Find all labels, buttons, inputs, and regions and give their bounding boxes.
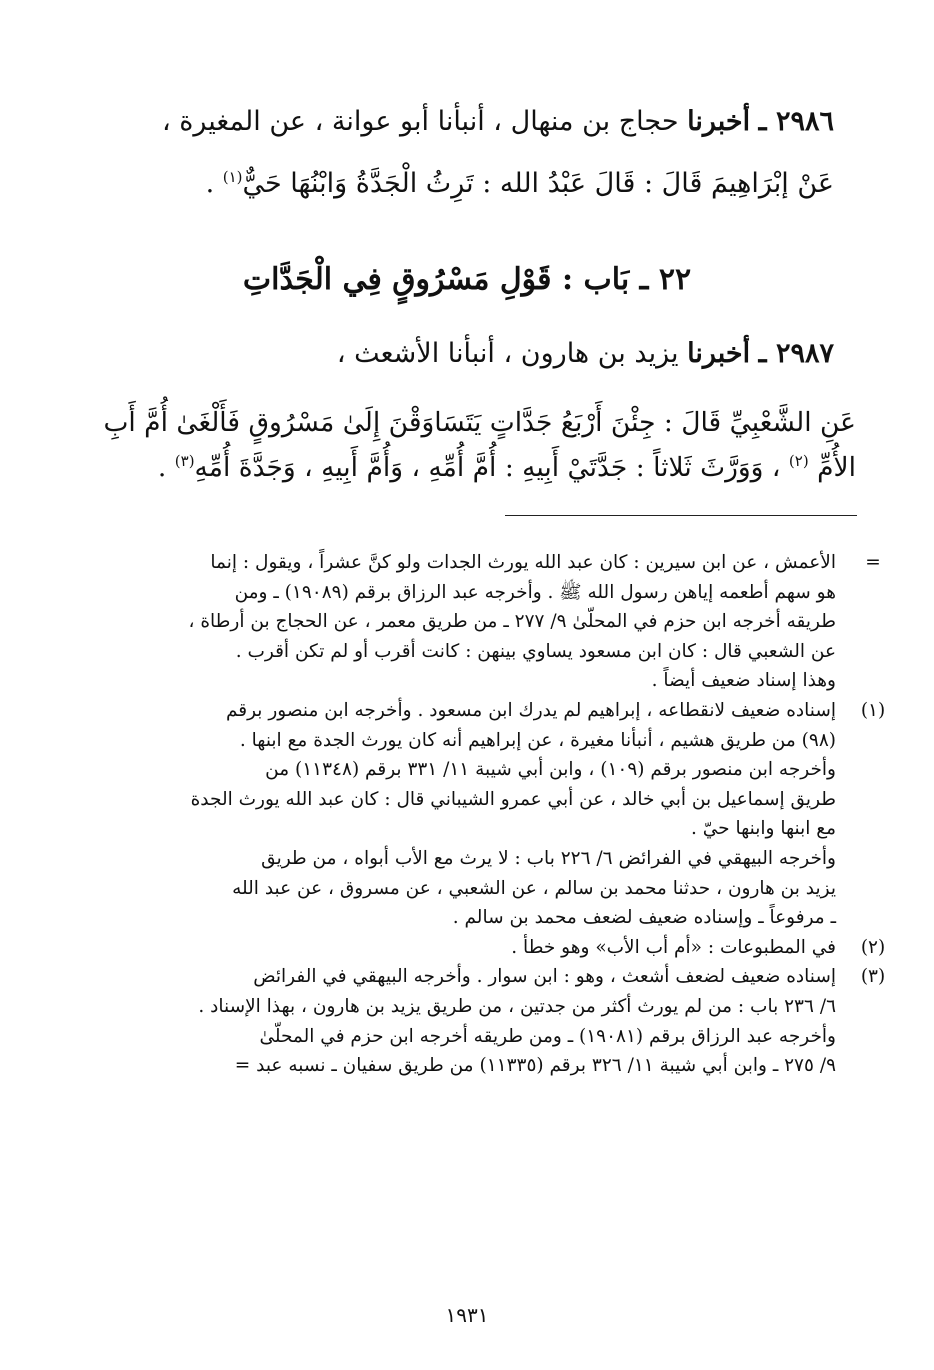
footnote-ref-3: (٣) [174, 452, 195, 471]
footnote-line: ٦/ ٢٣٦ باب : من لم يورث أكثر من جدتين ، من طريق يزيد بن هارون ، بهذا الإسناد . [198, 995, 836, 1017]
line-end-period: . [157, 452, 175, 483]
hadith-isnad-text: يزيد بن هارون ، أنبأنا الأشعث ، [336, 338, 688, 369]
footnote-line: طريقه أخرجه ابن حزم في المحلّىٰ ٩/ ٢٧٧ ـ من طريق معمر ، عن الحجاج بن أرطاة ، [188, 611, 836, 633]
hadith-matn-text: الأُمِّ [817, 452, 856, 483]
footnote-2 [104, 933, 886, 963]
footnote-marker: (١) [860, 699, 886, 721]
hadith-number: ٢٩٨٧ ـ [758, 338, 834, 369]
page-number: ١٩٣١ [445, 1303, 489, 1327]
footnote-line: (٩٨) من طريق هشيم ، أنبأنا مغيرة ، عن إبراهيم أنه كان يورث الجدة مع ابنها . [239, 729, 836, 751]
footnotes [104, 548, 886, 1081]
footnote-line: وأخرجه البيهقي في الفرائض ٦/ ٢٢٦ باب : لا يرث مع الأب أبواه ، من طريق [261, 847, 836, 869]
hadith-lead-word: أخبرنا [687, 338, 751, 369]
hadith-matn-text: عَنِ الشَّعْبِيِّ قَالَ : جِئْنَ أَرْبَعُ جَدَّاتٍ يَتَسَاوَقْنَ إِلَىٰ مَسْرُوقٍ فَأَلْغَىٰ أُمَّ أَبِ [103, 407, 856, 438]
hadith-number: ٢٩٨٦ ـ [758, 106, 834, 137]
hadith-2987-line-2 [103, 403, 856, 443]
hadith-lead-word: أخبرنا [687, 106, 751, 137]
chapter-heading [0, 262, 934, 297]
footnote-marker: (٢) [860, 936, 886, 958]
hadith-2986-line-2 [206, 164, 834, 204]
hadith-isnad-text: حجاج بن منهال ، أنبأنا أبو عوانة ، عن المغيرة ، [161, 106, 688, 137]
footnote-line: وأخرجه عبد الرزاق برقم (١٩٠٨١) ـ ومن طريقه أخرجه ابن حزم في المحلّىٰ [259, 1025, 836, 1047]
hadith-matn-text: عَنْ إبْرَاهِيمَ قَالَ : قَالَ عَبْدُ الله : تَرِثُ الْجَدَّةُ وَابْنُهَا حَيٌّ [242, 168, 834, 199]
chapter-number: ٢٢ ـ [639, 262, 692, 297]
footnote-line: عن الشعبي قال : كان ابن مسعود يساوي بينهن : كانت أقرب أو لم تكن أقرب . [235, 640, 836, 662]
hadith-2987-line-3 [158, 448, 856, 488]
footnote-1 [104, 696, 886, 933]
footnote-marker: = [865, 552, 881, 573]
footnote-line: وأخرجه ابن منصور برقم (١٠٩) ، وابن أبي شيبة ١١/ ٣٣١ برقم (١١٣٤٨) من [265, 759, 836, 781]
footnote-line: ـ مرفوعاً ـ وإسناده ضعيف لضعف محمد بن سالم . [452, 907, 836, 929]
footnote-separator [505, 515, 857, 516]
footnote-line: في المطبوعات : «أم أب الأب» وهو خطأ . [511, 936, 836, 958]
footnote-line: طريق إسماعيل بن أبي خالد ، عن أبي عمرو الشيباني قال : كان عبد الله يورث الجدة [190, 788, 836, 810]
footnote-line: ٩/ ٢٧٥ ـ وابن أبي شيبة ١١/ ٣٢٦ برقم (١١٣٣٥) من طريق سفيان ـ نسبه عبد = [234, 1055, 836, 1077]
footnote-3 [104, 962, 886, 1080]
hadith-2986-line-1 [162, 102, 834, 142]
footnote-ref-2: (٢) [788, 452, 809, 471]
line-end-period: . [205, 168, 223, 199]
footnote-line: يزيد بن هارون ، حدثنا محمد بن سالم ، عن الشعبي ، عن مسروق ، عن عبد الله [232, 877, 836, 899]
footnote-line: الأعمش ، عن ابن سيرين : كان عبد الله يورث الجدات ولو كنَّ عشراً ، ويقول : إنما [210, 552, 836, 573]
footnote-line: مع ابنها وابنها حيّ . [690, 818, 836, 840]
footnote-line: إسناده ضعيف لانقطاعه ، إبراهيم لم يدرك ابن مسعود . وأخرجه ابن منصور برقم [225, 699, 836, 721]
footnote-line: هو سهم أطعمه إياهن رسول الله ﷺ . وأخرجه عبد الرزاق برقم (١٩٠٨٩) ـ ومن [234, 581, 836, 603]
hadith-2987-line-1 [337, 334, 834, 374]
hadith-matn-text: ، وَوَرَّثَ ثَلاثاً : جَدَّتَيْ أَبِيهِ : أُمَّ أُمِّهِ ، وَأُمَّ أَبِيهِ ، وَجَدَّةَ أُمِّهِ [194, 452, 781, 483]
footnote-line: وهذا إسناد ضعيف أيضاً . [651, 670, 836, 692]
footnote-marker: (٣) [860, 966, 886, 988]
chapter-title: بَاب : قَوْلِ مَسْرُوقٍ فِي الْجَدَّاتِ [242, 262, 630, 297]
footnote-continued [104, 548, 881, 696]
footnote-line: إسناده ضعيف لضعف أشعث ، وهو : ابن سوار . وأخرجه البيهقي في الفرائض [253, 966, 836, 988]
footnote-ref-1: (١) [222, 168, 243, 186]
